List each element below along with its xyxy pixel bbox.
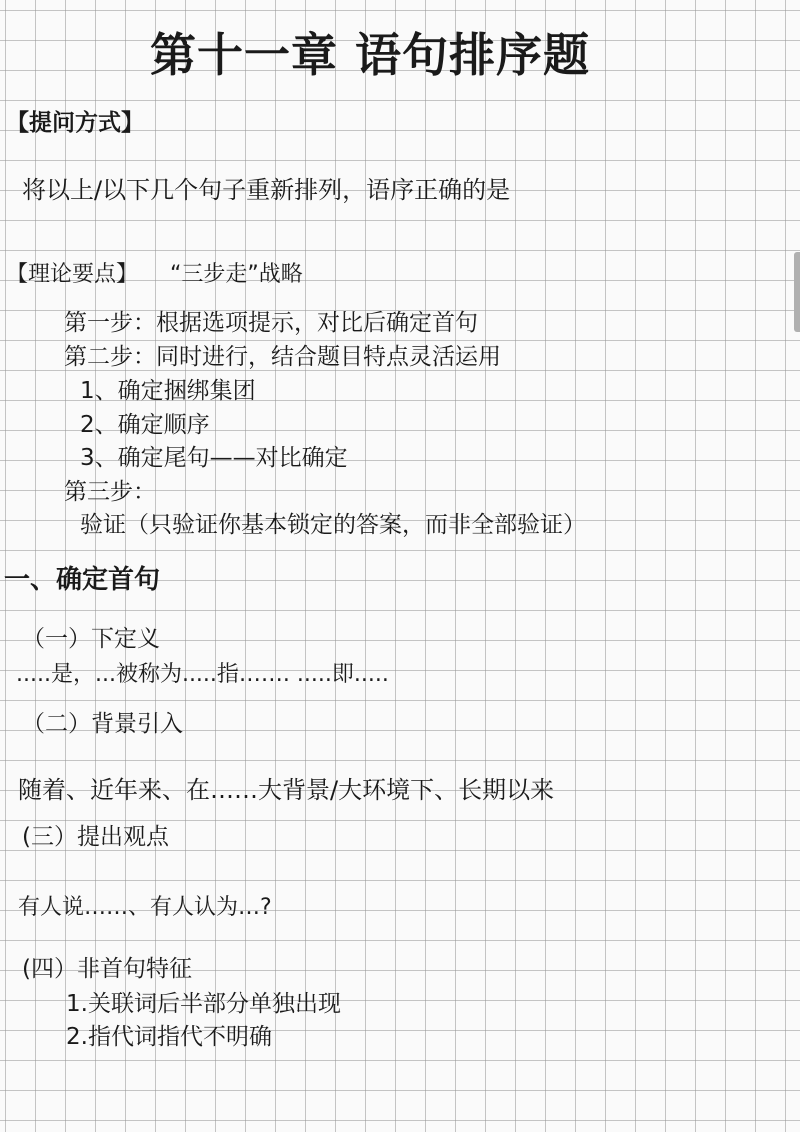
step2-text: 第二步：同时进行，结合题目特点灵活运用: [64, 344, 501, 370]
sub1-heading: （一）下定义: [22, 626, 160, 652]
sub3-heading: (三）提出观点: [22, 824, 169, 850]
theory-label: 【理论要点】: [6, 262, 139, 287]
step2-item-3: 3、确定尾句——对比确定: [80, 445, 348, 471]
step3-detail: 验证（只验证你基本锁定的答案，而非全部验证）: [80, 512, 586, 538]
page-title: 第十一章 语句排序题: [150, 28, 591, 82]
section1-heading: 一、确定首句: [4, 565, 161, 595]
step2-item-1: 1、确定捆绑集团: [80, 378, 256, 404]
question-format-label: 【提问方式】: [6, 110, 144, 136]
sub4-item-1: 1.关联词后半部分单独出现: [66, 991, 341, 1017]
sub4-item-2: 2.指代词指代不明确: [66, 1024, 272, 1050]
sub1-text: .....是，...被称为.....指……. .....即.....: [16, 662, 389, 687]
step2-item-2: 2、确定顺序: [80, 412, 210, 438]
sub2-heading: （二）背景引入: [22, 711, 183, 737]
scroll-edge-tab: [794, 252, 800, 332]
question-format-text: 将以上/以下几个句子重新排列，语序正确的是: [22, 176, 511, 204]
step3-text: 第三步：: [64, 479, 156, 505]
sub3-text: 有人说……、有人认为…?: [18, 895, 272, 920]
step1-text: 第一步：根据选项提示，对比后确定首句: [64, 310, 478, 336]
sub2-text: 随着、近年来、在……大背景/大环境下、长期以来: [18, 776, 555, 804]
sub4-heading: (四）非首句特征: [22, 956, 192, 982]
theory-strategy: “三步走”战略: [170, 262, 303, 287]
